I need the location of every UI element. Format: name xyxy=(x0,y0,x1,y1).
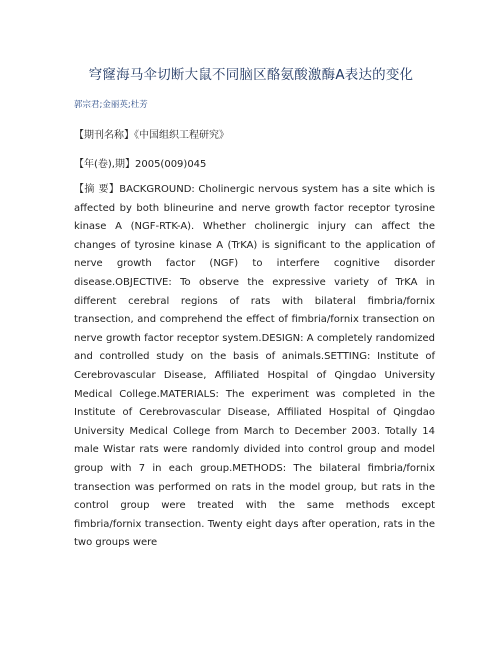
year-volume-field xyxy=(74,155,206,170)
abstract-text: BACKGROUND: Cholinergic nervous system has a site which is affected by both blineurine and nerve growth factor receptor tyrosine kinase A (NGF-RTK-A). Whether cholinergic injury can affect the changes of tyrosine kinase A (TrKA) is significant to the application of nerve growth factor (NGF) to interfere cognitive disorder disease.OBJECTIVE: To observe the expressive variety of TrKA in different cerebral regions of rats with bilateral fimbria/fornix transection, and comprehend the effect of fimbria/fornix transection on nerve growth factor receptor system.DESIGN: A completely randomized and controlled study on the basis of animals.SETTING: Institute of Cerebrovascular Disease, Affiliated Hospital of Qingdao University Medical College.MATERIALS: The experiment was completed in the Institute of Cerebrovascular Disease, Affiliated Hospital of Qingdao University Medical College from March to December 2003. Totally 14 male Wistar rats were randomly divided into control group and model group with 7 in each group.METHODS: The bilateral fimbria/fornix transection was performed on rats in the model group, but rats in the control group were treated with the same methods except fimbria/fornix transection. Twenty eight days after operation, rats in the two groups were xyxy=(74,184,435,549)
abstract-label: 【摘 要】 xyxy=(74,184,120,195)
paper-authors: 郭宗君;金丽英;杜芳 xyxy=(74,100,148,110)
year-value: 2005(009)045 xyxy=(134,159,207,170)
abstract-block xyxy=(74,181,435,553)
journal-field xyxy=(74,126,229,141)
journal-value: 《中国组织工程研究》 xyxy=(134,130,229,141)
journal-label: 【期刊名称】 xyxy=(74,130,134,141)
year-label: 【年(卷),期】 xyxy=(74,159,135,170)
paper-title: 穹窿海马伞切断大鼠不同脑区酪氨酸激酶A表达的变化 xyxy=(88,67,414,83)
